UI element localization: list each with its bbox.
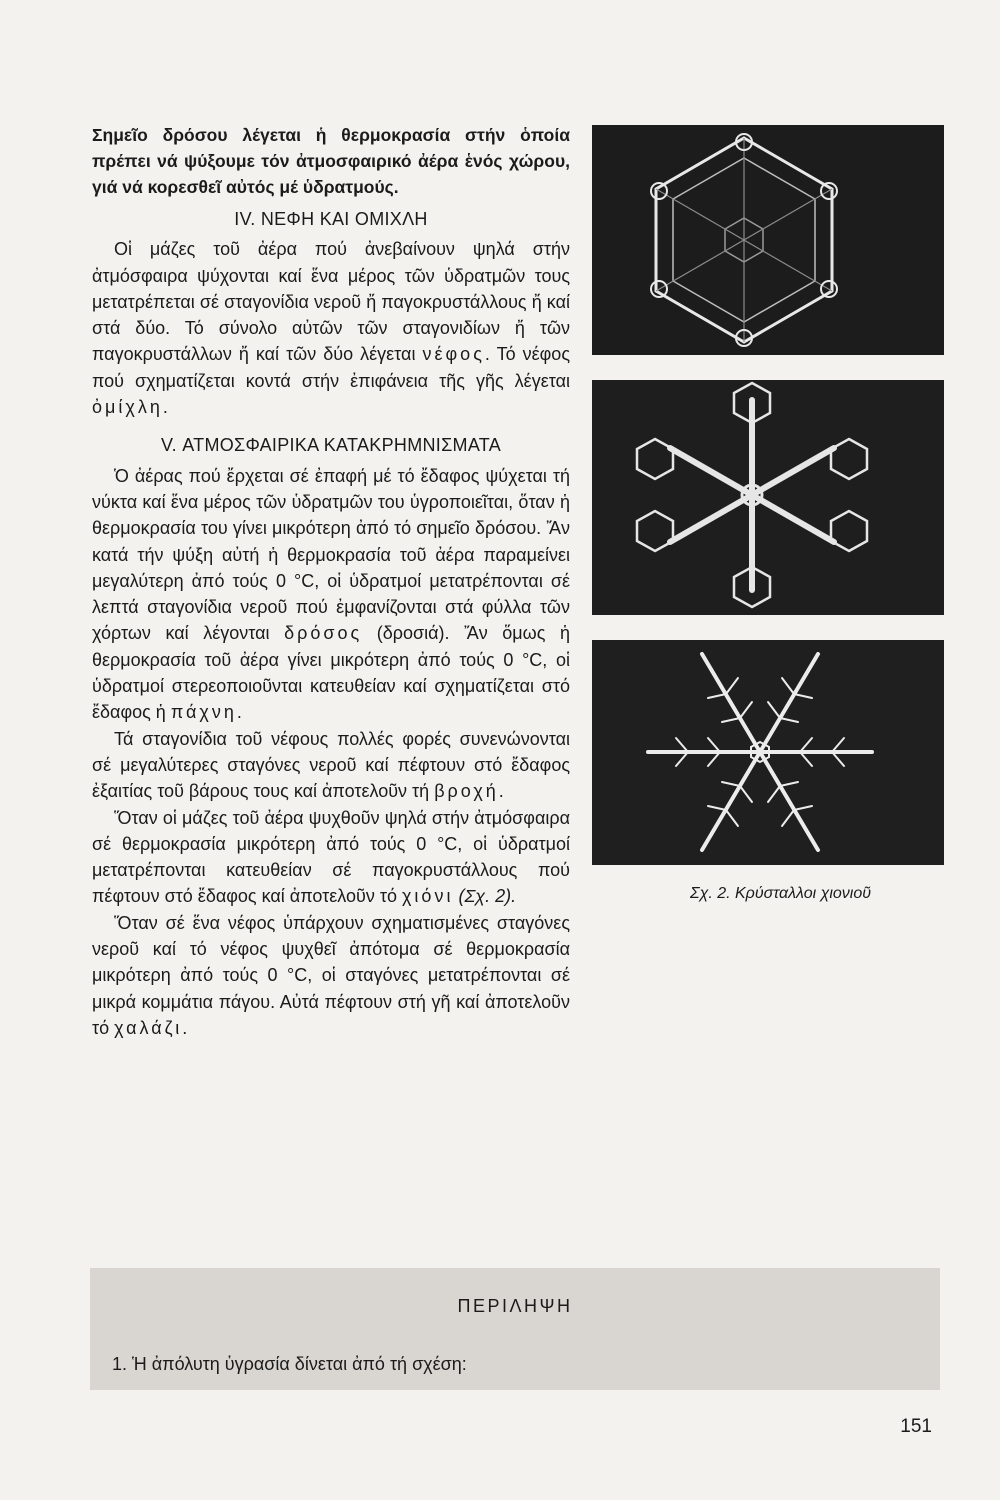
text-run: Ὁ ἀέρας πού ἔρχεται σέ ἐπαφή μέ τό ἔδαφος ψύχεται τή νύκτα καί ἕνα μέρος τῶν ὑδρατμῶν του ὑγροποιεῖται, ὅταν ἡ θερμοκρασία του γίνει μικρότερη ἀπό τό σημεῖο δρόσου. Ἄν κατά τήν ψύξη αὐτή ἡ θερμοκρασία τοῦ ἀέρα παραμείνει μεγαλύτερη ἀπό τούς 0 °C, οἱ ὑδρατμοί μετατρέπονται σέ λεπτά σταγονίδια νεροῦ πού ἐμφανίζονται στά φύλλα τῶν χόρτων καί λέγονται — [92, 465, 570, 644]
text-run: . — [236, 702, 242, 723]
summary-title: ΠΕΡΙΛΗΨΗ — [457, 1296, 573, 1316]
main-text-column — [92, 122, 570, 1041]
snow-paragraph — [92, 805, 570, 910]
hail-paragraph — [92, 910, 570, 1041]
page-number: 151 — [900, 1416, 932, 1437]
figure-reference: (Σχ. 2). — [458, 886, 517, 907]
text-run: Ὅταν σέ ἕνα νέφος ὑπάρχουν σχηματισμένες σταγόνες νεροῦ καί τό νέφος ψυχθεῖ ἀπότομα σέ θερμοκρασία μικρότερη ἀπό τούς 0 °C, οἱ σταγόνες μετατρέπονται σέ μικρά κομμάτια πάγου. Αὐτά πέφτουν στή γῆ καί ἀποτελοῦν τό — [92, 912, 570, 1038]
clouds-fog-paragraph — [92, 236, 570, 420]
figure-caption: Σχ. 2. Κρύσταλλοι χιονιοῦ — [690, 885, 872, 902]
snowflake-photo-plate — [592, 125, 944, 355]
text-run: Τά σταγονίδια τοῦ νέφους πολλές φορές συνενώνονται σέ μεγαλύτερες σταγόνες νεροῦ καί πέφτουν στό ἔδαφος ἐξαιτίας τοῦ βάρους τους καί ἀποτελοῦν τή — [92, 728, 570, 802]
dew-point-definition: Σημεῖο δρόσου λέγεται ἡ θερμοκρασία στήν ὁποία πρέπει νά ψύξουμε τόν ἀτμοσφαιρικό ἀέρα ἑνός χώρου, γιά νά κορεσθεῖ αὐτός μέ ὑδρατμούς. — [92, 125, 570, 197]
summary-item-1: 1. Ἡ ἀπόλυτη ὑγρασία δίνεται ἀπό τή σχέση: — [112, 1354, 467, 1374]
text-run: . — [498, 781, 504, 802]
term-chalazi: χαλάζι — [114, 1017, 183, 1038]
text-run: . — [182, 1017, 188, 1038]
snowflake-photo-stellar-plates — [592, 380, 944, 615]
term-omichli: ὀμίχλη — [92, 397, 163, 418]
text-run: . — [162, 397, 168, 418]
section-heading-clouds-fog: IV. ΝΕΦΗ ΚΑΙ ΟΜΙΧΛΗ — [234, 209, 428, 229]
dew-frost-paragraph — [92, 463, 570, 726]
term-chioni: χιόνι — [401, 886, 454, 907]
rain-paragraph — [92, 726, 570, 805]
text-run: . Τό νέφος πού σχηματίζεται κοντά στήν ἐπιφάνεια τῆς γῆς λέγεται — [92, 344, 570, 391]
text-run: Ὅταν οἱ μάζες τοῦ ἀέρα ψυχθοῦν ψηλά στήν ἀτμόσφαιρα σέ θερμοκρασία μικρότερη ἀπό τούς 0 °C, οἱ ὑδρατμοί μετατρέπονται κατευθείαν σέ παγοκρυστάλλους πού πέφτουν στό ἔδαφος καί ἀποτελοῦν τό — [92, 807, 570, 907]
term-vrochi: βροχή — [434, 781, 499, 802]
term-nefos: νέφος — [422, 344, 485, 365]
term-pachni: πάχνη — [170, 702, 237, 723]
text-run: (δροσιά). Ἄν ὅμως ἡ θερμοκρασία τοῦ ἀέρα γίνει μικρότερη ἀπό τούς 0 °C, οἱ ὑδρατμοί στερεοποιοῦνται κατευθείαν καί σχηματίζεται στό ἔδαφος ἡ — [92, 623, 570, 723]
snow-crystal-figures — [592, 125, 944, 890]
section-heading-precipitation: V. ΑΤΜΟΣΦΑΙΡΙΚΑ ΚΑΤΑΚΡΗΜΝΙΣΜΑΤΑ — [160, 435, 502, 456]
text-run: Οἱ μάζες τοῦ ἀέρα πού ἀνεβαίνουν ψηλά στήν ἀτμόσφαιρα ψύχονται καί ἕνα μέρος τῶν ὑδρατμῶν τους μετατρέπεται σέ σταγονίδια νεροῦ ἤ παγοκρυστάλλους ἤ καί στά δύο. Τό σύνολο αὐτῶν τῶν σταγονιδίων ἤ τῶν παγοκρυστάλλων ἤ καί τῶν δύο λέγεται — [92, 239, 570, 365]
summary-box — [90, 1268, 940, 1390]
snowflake-photo-dendrite — [592, 640, 944, 865]
term-drosos: δρόσος — [284, 623, 363, 644]
